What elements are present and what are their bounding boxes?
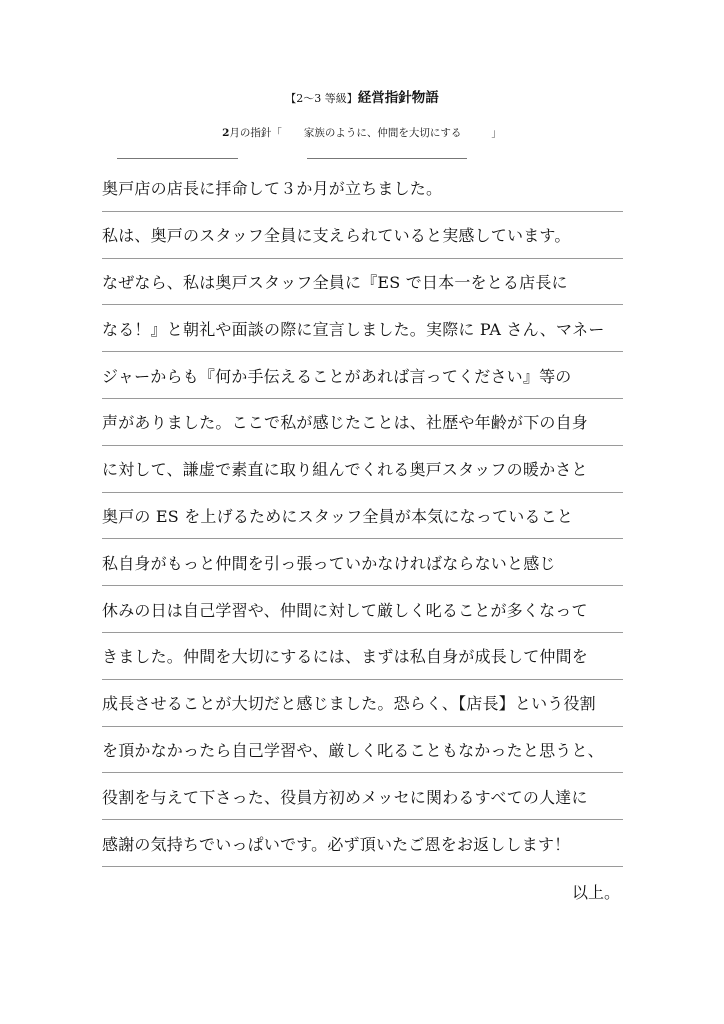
essay-line: 役割を与えて下さった、役員方初めメッセに関わるすべての人達に — [102, 773, 623, 820]
essay-line: 私自身がもっと仲間を引っ張っていかなければならないと感じ — [102, 539, 623, 586]
essay-line: 声がありました。ここで私が感じたことは、社歴や年齢が下の自身 — [102, 399, 623, 446]
name-underline-left — [117, 158, 238, 159]
essay-line: 休みの日は自己学習や、仲間に対して厳しく叱ることが多くなって — [102, 586, 623, 633]
essay-line: きました。仲間を大切にするには、まずは私自身が成長して仲間を — [102, 633, 623, 680]
guideline-text: 家族のように、仲間を大切にする — [303, 127, 462, 139]
essay-line: 感謝の気持ちでいっぱいです。必ず頂いたご恩をお返しします！ — [102, 820, 623, 867]
grade-label: 【2～3 等級】 — [285, 92, 358, 105]
monthly-guideline — [0, 125, 724, 140]
essay-line: 奥戸店の店長に拝命して３か月が立ちました。 — [102, 165, 623, 212]
guideline-label: 月の指針「 — [229, 127, 282, 139]
title-text: 経営指針物語 — [357, 90, 439, 106]
essay-line: 成長させることが大切だと感じました。恐らく、【店長】という役割 — [102, 680, 623, 727]
essay-line: 奥戸の ES を上げるためにスタッフ全員が本気になっていること — [102, 493, 623, 540]
essay-line: なぜなら、私は奥戸スタッフ全員に『ES で日本一をとる店長に — [102, 259, 623, 306]
document-title — [0, 86, 724, 106]
essay-line: に対して、謙虚で素直に取り組んでくれる奥戸スタッフの暖かさと — [102, 446, 623, 493]
guideline-month: 2 — [222, 127, 230, 139]
closing-text: 以上。 — [571, 883, 620, 902]
essay-line: を頂かなかったら自己学習や、厳しく叱ることもなかったと思うと、 — [102, 727, 623, 774]
essay-body — [102, 165, 623, 867]
essay-line: ジャーからも『何か手伝えることがあれば言ってください』等の — [102, 352, 623, 399]
guideline-close: 」 — [491, 127, 502, 139]
essay-line: なる！』と朝礼や面談の際に宣言しました。実際に PA さん、マネー — [102, 305, 623, 352]
essay-line: 私は、奥戸のスタッフ全員に支えられていると実感しています。 — [102, 212, 623, 259]
name-underline-right — [307, 158, 467, 159]
